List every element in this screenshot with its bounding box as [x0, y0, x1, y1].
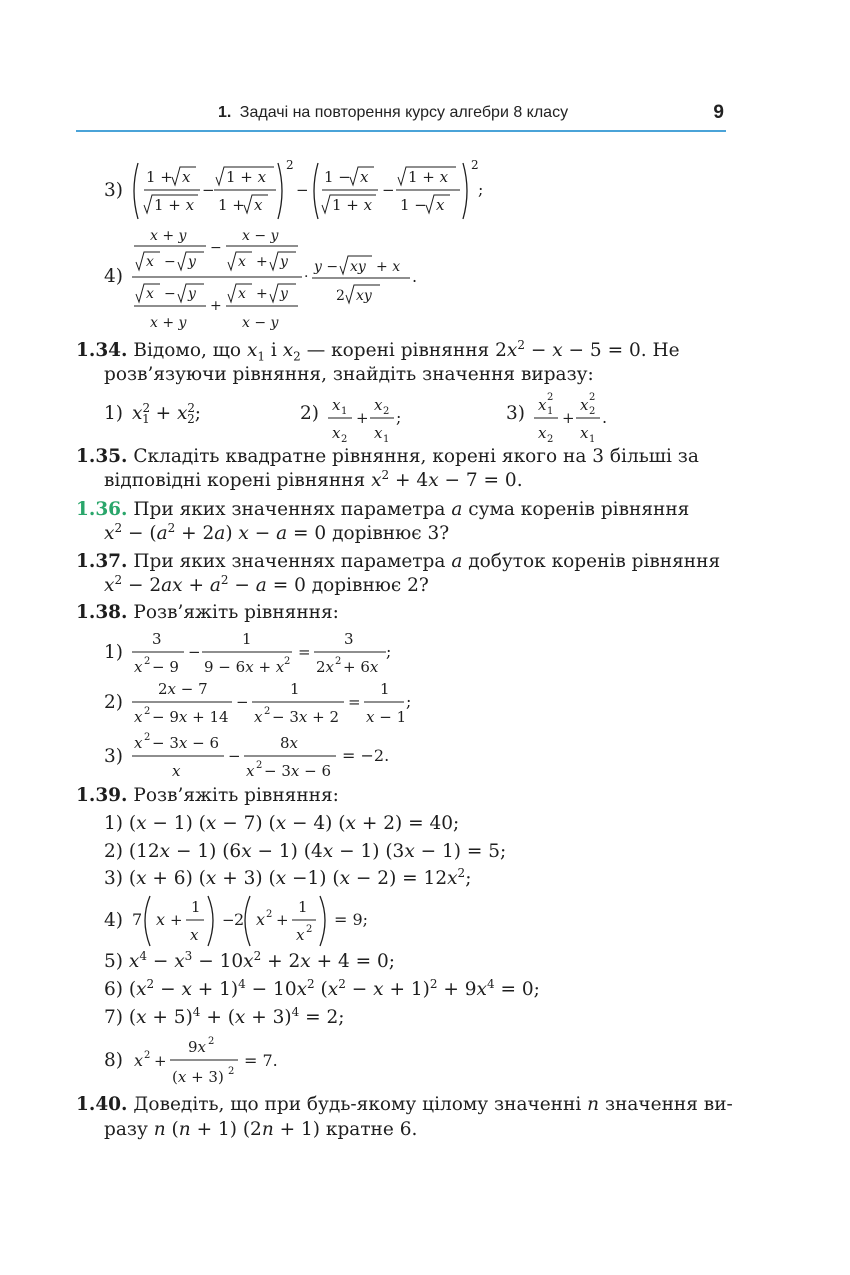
svg-text:− 3x + 2: − 3x + 2 [272, 708, 340, 726]
svg-text:2: 2 [336, 288, 345, 304]
item-label: 3) [104, 746, 123, 767]
svg-text:2: 2 [589, 406, 596, 417]
svg-text:2: 2 [284, 656, 291, 667]
text: Відомо, що [133, 340, 242, 361]
svg-text:2: 2 [286, 158, 294, 172]
svg-text:·: · [304, 269, 309, 285]
svg-text:= 7.: = 7. [244, 1051, 278, 1070]
svg-text:;: ; [478, 180, 484, 199]
item-label: 3) [104, 180, 123, 201]
item-label: 6) [104, 979, 123, 1000]
svg-text:9 − 6x + x: 9 − 6x + x [204, 658, 285, 676]
chapter-title: Задачі на повторення курсу алгебри 8 класу [239, 104, 569, 121]
svg-text:1: 1 [191, 898, 201, 916]
svg-text:x: x [332, 424, 341, 442]
problem-1-40-line2: разу n (n + 1) (2n + 1) кратне 6. [104, 1119, 418, 1140]
item-label: 1) [104, 813, 123, 834]
text: добуток коренів рівняння [468, 551, 721, 572]
equation-139-1: 1) (x − 1) (x − 7) (x − 4) (x + 2) = 40; [104, 813, 460, 834]
text: — корені рівняння [306, 340, 490, 361]
svg-text:x: x [360, 168, 369, 186]
svg-text:x: x [254, 196, 263, 214]
svg-text:=: = [348, 693, 361, 711]
svg-text:2x − 7: 2x − 7 [158, 680, 208, 698]
svg-text:2: 2 [208, 1036, 215, 1047]
svg-text:x + y: x + y [150, 228, 187, 244]
equation-139-2: 2) (12x − 1) (6x − 1) (4x − 1) (3x − 1) = 5; [104, 841, 507, 862]
svg-text:9x: 9x [188, 1038, 207, 1056]
svg-text:2: 2 [144, 732, 151, 743]
svg-text:−: − [222, 911, 235, 929]
svg-text:x − 1: x − 1 [366, 708, 407, 726]
svg-text:y: y [188, 286, 196, 302]
problem-number: 1.38. [76, 602, 128, 623]
text: сума коренів рівняння [468, 499, 690, 520]
text: значення ви- [604, 1094, 733, 1115]
svg-text:−: − [210, 240, 222, 256]
svg-text:1: 1 [547, 406, 554, 417]
svg-text:+: + [562, 409, 575, 427]
problem-1-36-line1: 1.36. При яких значеннях параметра a сума коренів рівняння [76, 499, 690, 520]
problem-1-40-line1: 1.40. Доведіть, що при будь-якому цілому значенні n значення ви- [76, 1094, 733, 1115]
svg-text:−: − [164, 254, 176, 270]
problem-1-35-line2: відповідні корені рівняння $x^2 + 4x - 7 = 0$. [104, 467, 523, 491]
svg-text:1 + x: 1 + x [226, 168, 267, 186]
svg-text:y −: y − [314, 259, 339, 275]
svg-text:1: 1 [380, 680, 390, 698]
item-label: 4) [104, 910, 123, 931]
svg-text:−: − [202, 181, 215, 199]
svg-text:;: ; [386, 642, 392, 661]
svg-text:+: + [210, 298, 222, 314]
svg-text:x: x [134, 708, 143, 726]
svg-text:x: x [134, 658, 143, 676]
svg-text:2: 2 [256, 760, 263, 771]
formula-133-4 [128, 224, 428, 340]
svg-text:;: ; [396, 408, 402, 427]
text: разу [104, 1119, 148, 1140]
text: дорівнює 2? [311, 575, 429, 596]
item-label: 7) [104, 1007, 123, 1028]
svg-text:1 −: 1 − [400, 196, 427, 214]
svg-text:− 9: − 9 [152, 658, 179, 676]
problem-number: 1.35. [76, 446, 128, 467]
svg-text:+ x: + x [376, 259, 401, 275]
svg-text:x: x [332, 396, 341, 414]
svg-text:2: 2 [383, 406, 390, 417]
text: відповідні корені рівняння [104, 470, 366, 491]
item-label: 2) [300, 403, 319, 424]
svg-text:xy: xy [350, 259, 366, 275]
running-header [76, 100, 726, 132]
svg-text:= 9;: = 9; [334, 910, 369, 929]
svg-text:2: 2 [341, 434, 348, 445]
svg-text:x: x [580, 396, 589, 414]
equation-139-3: 3) (x + 6) (x + 3) (x −1) $(x - 2) = 12x^2$; [104, 865, 472, 889]
problem-number: 1.36. [76, 499, 128, 520]
svg-text:+: + [154, 1052, 167, 1070]
text: При яких значеннях параметра [133, 551, 446, 572]
svg-text:− 3x − 6: − 3x − 6 [264, 762, 332, 780]
text: Не [652, 340, 680, 361]
svg-text:=: = [298, 643, 311, 661]
svg-text:x: x [238, 254, 246, 270]
svg-text:2: 2 [144, 656, 151, 667]
svg-text:−: − [164, 286, 176, 302]
svg-text:x: x [146, 286, 154, 302]
svg-text:x: x [436, 196, 445, 214]
item-label: 1) [104, 403, 123, 424]
svg-text:1: 1 [290, 680, 300, 698]
svg-text:1: 1 [242, 630, 252, 648]
item-label: 2) [104, 692, 123, 713]
formula-138-3 [130, 728, 400, 788]
problem-1-36-line2: $x^2 - (a^2 + 2a) x - a = 0$ дорівнює 3? [104, 520, 450, 544]
svg-text:3: 3 [344, 630, 354, 648]
formula-138-2 [130, 674, 420, 734]
svg-text:y: y [188, 254, 196, 270]
svg-text:2: 2 [547, 392, 554, 403]
svg-text:x: x [580, 424, 589, 442]
svg-text:(x + 3): (x + 3) [172, 1068, 224, 1086]
text: дорівнює 3? [332, 523, 450, 544]
item-label: 1) [104, 642, 123, 663]
svg-text:.: . [412, 267, 418, 286]
equation-139-7: 7) $(x + 5)^4 + (x + 3)^4 = 2$; [104, 1004, 345, 1028]
problem-number: 1.39. [76, 785, 128, 806]
item-label: 2) [104, 841, 123, 862]
svg-text:x + y: x + y [150, 315, 187, 331]
problem-number: 1.34. [76, 340, 128, 361]
problem-1-38-title [76, 601, 339, 625]
svg-text:x: x [146, 254, 154, 270]
problem-1-37-line2: $x^2 - 2ax + a^2 - a = 0$ дорівнює 2? [104, 572, 429, 596]
problem-1-34-line1: 1.34. Відомо, що $x_1$ і $x_2$ — корені рівняння $2x^2 - x - 5 = 0$. Не [76, 337, 680, 364]
formula-134-1: $x^2_1 + x^2_2$; [132, 400, 201, 426]
svg-text:;: ; [406, 692, 412, 711]
equation-139-5: 5) $x^4 - x^3 - 10x^2 + 2x + 4 = 0$; [104, 948, 395, 972]
equation-139-6: 6) $(x^2 - x + 1)^4 - 10x^2$ $(x^2 - x + 1)^2 + 9x^4 = 0$; [104, 976, 540, 1000]
text: Розв’яжіть рівняння: [133, 602, 339, 623]
svg-text:− 3x − 6: − 3x − 6 [152, 734, 220, 752]
svg-text:x: x [246, 762, 255, 780]
item-label: 8) [104, 1050, 123, 1071]
svg-text:x: x [538, 396, 547, 414]
svg-text:−: − [382, 181, 395, 199]
text: Розв’яжіть рівняння: [133, 785, 339, 806]
svg-text:2: 2 [335, 656, 342, 667]
svg-text:x: x [538, 424, 547, 442]
svg-text:8x: 8x [280, 734, 299, 752]
item-label: 3) [104, 868, 123, 889]
svg-text:2: 2 [266, 909, 273, 920]
page-number: 9 [713, 102, 724, 123]
text: Доведіть, що при будь-якому цілому значенні [133, 1094, 582, 1115]
problem-1-39-title [76, 784, 339, 808]
svg-text:x: x [256, 910, 266, 929]
svg-text:1 + x: 1 + x [408, 168, 449, 186]
formula-134-3 [532, 386, 622, 450]
svg-text:1: 1 [341, 406, 348, 417]
formula-139-8 [130, 1030, 290, 1094]
svg-text:−: − [296, 181, 309, 199]
problem-1-37-line1: 1.37. При яких значеннях параметра a добуток коренів рівняння [76, 551, 721, 572]
svg-text:2: 2 [589, 392, 596, 403]
svg-text:+: + [170, 911, 183, 929]
svg-text:+: + [256, 254, 268, 270]
chapter-number: 1. [218, 104, 232, 121]
svg-text:y: y [280, 286, 288, 302]
svg-text:x: x [182, 168, 191, 186]
svg-text:−: − [236, 693, 249, 711]
svg-text:2: 2 [234, 910, 245, 929]
svg-text:2: 2 [228, 1066, 235, 1077]
svg-text:x − y: x − y [242, 228, 279, 244]
svg-text:x: x [190, 926, 199, 944]
svg-text:1 +: 1 + [218, 196, 245, 214]
svg-text:3: 3 [152, 630, 162, 648]
header-title [218, 104, 568, 122]
svg-text:2: 2 [264, 706, 271, 717]
svg-text:x: x [374, 396, 383, 414]
problem-1-34-line2: розв’язуючи рівняння, знайдіть значення виразу: [104, 364, 594, 385]
svg-text:7: 7 [132, 910, 143, 929]
svg-text:1: 1 [589, 434, 596, 445]
svg-text:−: − [228, 747, 241, 765]
svg-text:x: x [238, 286, 246, 302]
svg-text:−: − [188, 643, 201, 661]
formula-134-2 [326, 390, 416, 450]
problem-number: 1.37. [76, 551, 128, 572]
svg-text:x: x [172, 762, 181, 780]
svg-text:1 + x: 1 + x [332, 196, 373, 214]
svg-text:= −2.: = −2. [342, 746, 390, 765]
svg-text:− 9x + 14: − 9x + 14 [152, 708, 229, 726]
svg-text:x: x [296, 926, 305, 944]
svg-text:x − y: x − y [242, 315, 279, 331]
svg-text:x: x [134, 1051, 144, 1070]
text: кратне 6. [325, 1119, 418, 1140]
svg-text:x: x [156, 910, 166, 929]
svg-text:1: 1 [298, 898, 308, 916]
svg-text:2: 2 [471, 158, 479, 172]
svg-text:xy: xy [356, 288, 372, 304]
formula-139-4 [130, 890, 380, 954]
svg-text:+: + [276, 911, 289, 929]
svg-text:+: + [356, 409, 369, 427]
text: При яких значеннях параметра [133, 499, 446, 520]
svg-text:1 +: 1 + [146, 168, 173, 186]
item-label: 4) [104, 266, 123, 287]
text: і [270, 340, 277, 361]
item-label: 5) [104, 951, 123, 972]
item-label: 3) [506, 403, 525, 424]
svg-text:2: 2 [547, 434, 554, 445]
svg-text:2: 2 [306, 924, 313, 935]
svg-text:2x: 2x [316, 658, 335, 676]
text: Складіть квадратне рівняння, корені якого на 3 більші за [133, 446, 699, 467]
svg-text:2: 2 [144, 1050, 151, 1061]
problem-1-35-line1 [76, 445, 699, 469]
svg-text:x: x [134, 734, 143, 752]
svg-text:2: 2 [144, 706, 151, 717]
svg-text:x: x [374, 424, 383, 442]
problem-number: 1.40. [76, 1094, 128, 1115]
svg-text:+: + [256, 286, 268, 302]
formula-133-3 [128, 155, 488, 229]
svg-text:1: 1 [383, 434, 390, 445]
svg-text:y: y [280, 254, 288, 270]
svg-text:+ 6x: + 6x [343, 658, 379, 676]
svg-text:x: x [254, 708, 263, 726]
svg-text:1 + x: 1 + x [154, 196, 195, 214]
svg-text:.: . [602, 408, 608, 427]
svg-text:1 −: 1 − [324, 168, 351, 186]
